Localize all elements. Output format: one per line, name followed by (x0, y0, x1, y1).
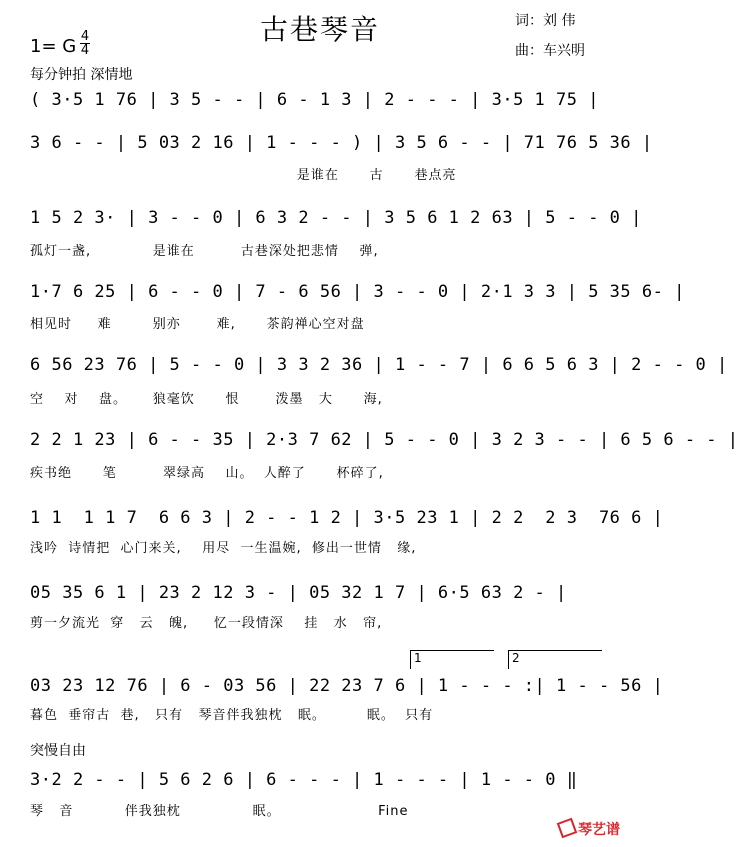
site-logo (559, 819, 620, 839)
composer-credit: 曲：车兴明 (515, 43, 585, 59)
music-line: 1 5 2 3· | 3 - - 0 | 6 3 2 - - | 3 5 6 1 2 63 | 5 - - 0 | (30, 208, 642, 228)
lyric-line: 琴 音 伴我独枕 眠。 Fine (30, 804, 409, 819)
tempo-marking: 每分钟拍 深情地 (30, 67, 133, 83)
volta-first-ending: 1 (410, 650, 494, 669)
time-signature-top: 4 (80, 29, 90, 44)
key-signature: 1= G (30, 36, 77, 57)
time-signature (80, 30, 90, 57)
lyricist-credit: 词：刘 伟 (515, 13, 576, 29)
lyric-line: 相见时 难 别亦 难, 茶韵禅心空对盘 (30, 317, 365, 332)
logo-icon (557, 818, 578, 839)
lyric-line: 是谁在 古 巷点亮 (30, 168, 457, 183)
lyric-line: 空 对 盘。 狼毫饮 恨 泼墨 大 海, (30, 392, 383, 407)
lyric-line: 剪一夕流光 穿 云 魄, 忆一段情深 挂 水 帘, (30, 616, 383, 631)
music-line: 2 2 1 23 | 6 - - 35 | 2·3 7 62 | 5 - - 0 | 3 2 3 - - | 6 5 6 - - | (30, 430, 739, 450)
logo-text: 琴艺谱 (578, 822, 620, 838)
lyric-line: 浅吟 诗情把 心门来关, 用尽 一生温婉, 修出一世情 缘, (30, 541, 417, 556)
music-line: 03 23 12 76 | 6 - 03 56 | 22 23 7 6 | 1 - - - :| 1 - - 56 | (30, 676, 664, 696)
volta-second-ending: 2 (508, 650, 602, 669)
time-signature-bottom: 4 (80, 43, 90, 58)
music-line: 1·7 6 25 | 6 - - 0 | 7 - 6 56 | 3 - - 0 | 2·1 3 3 | 5 35 6- | (30, 282, 685, 302)
lyric-line: 暮色 垂帘古 巷, 只有 琴音伴我独枕 眠。 眠。 只有 (30, 708, 434, 723)
tempo-marking-2: 突慢自由 (30, 743, 86, 759)
music-line: 3·2 2 - - | 5 6 2 6 | 6 - - - | 1 - - - | 1 - - 0 ‖ (30, 770, 578, 790)
song-title: 古巷琴音 (259, 13, 380, 46)
music-line: 1 1 1 1 7 6 6 3 | 2 - - 1 2 | 3·5 23 1 | 2 2 2 3 76 6 | (30, 508, 664, 528)
lyric-line: 孤灯一盏, 是谁在 古巷深处把悲情 弹, (30, 244, 379, 259)
music-line: 05 35 6 1 | 23 2 12 3 - | 05 32 1 7 | 6·5 63 2 - | (30, 583, 567, 603)
lyric-line: 疾书绝 笔 翠绿高 山。 人醉了 杯碎了, (30, 466, 384, 481)
music-line: 3 6 - - | 5 03 2 16 | 1 - - - ) | 3 5 6 - - | 71 76 5 36 | (30, 133, 653, 153)
music-line: ( 3·5 1 76 | 3 5 - - | 6 - 1 3 | 2 - - - | 3·5 1 75 | (30, 90, 599, 110)
music-line: 6 56 23 76 | 5 - - 0 | 3 3 2 36 | 1 - - 7 | 6 6 5 6 3 | 2 - - 0 | (30, 355, 728, 375)
